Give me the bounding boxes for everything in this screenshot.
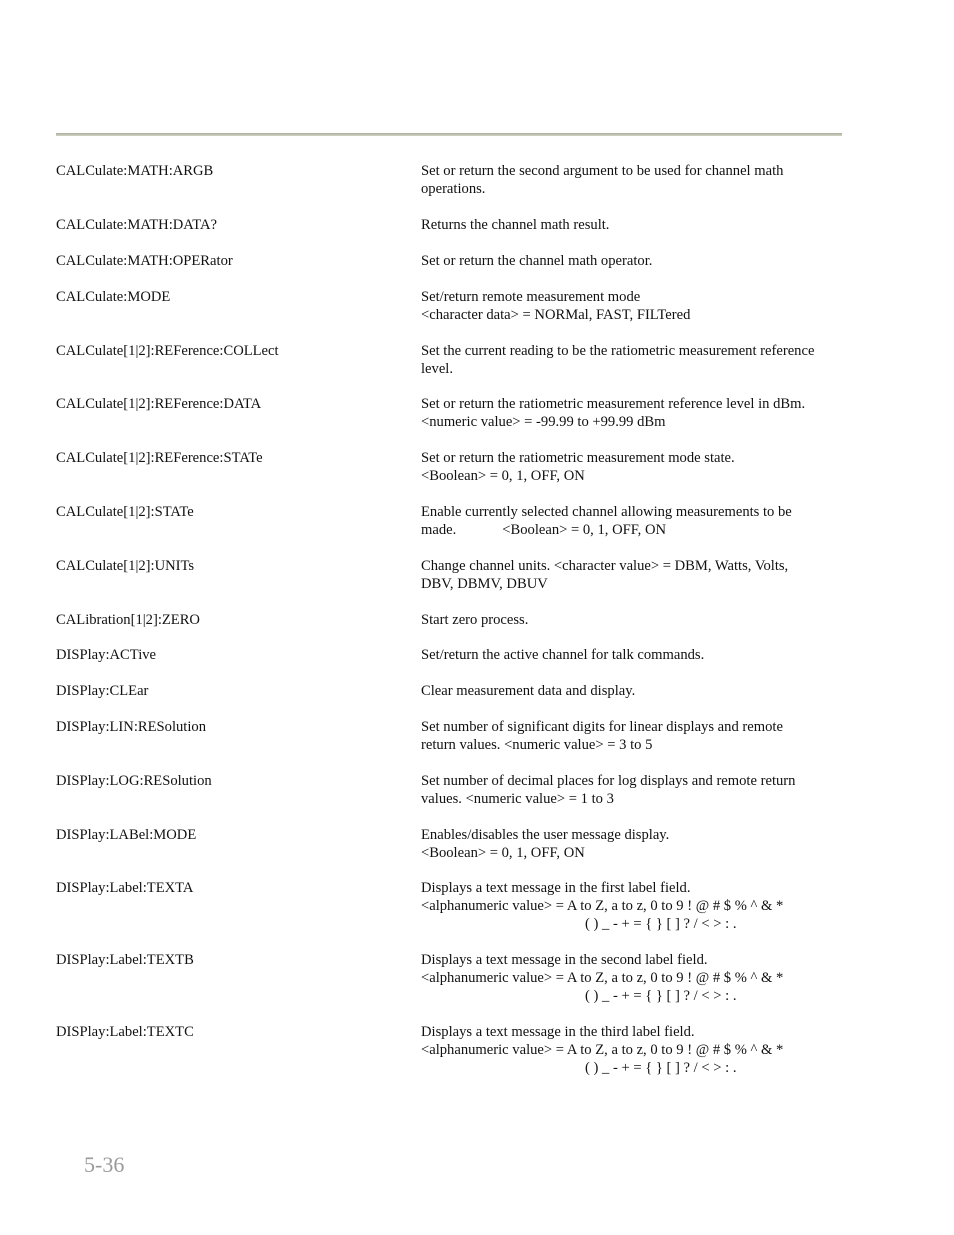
description-line	[421, 521, 846, 539]
description-line: values. <numeric value> = 1 to 3	[421, 791, 614, 807]
command-name: DISPlay:Label:TEXTC	[56, 1024, 194, 1040]
description-line: <numeric value> = -99.99 to +99.99 dBm	[421, 414, 666, 430]
description-line: <alphanumeric value> = A to Z, a to z, 0 to 9 ! @ # $ % ^ & *	[421, 1042, 784, 1058]
command-description	[421, 772, 846, 808]
description-line: Set/return remote measurement mode	[421, 289, 641, 305]
command-name: DISPlay:Label:TEXTA	[56, 880, 194, 896]
description-line: Set the current reading to be the ratiometric measurement reference	[421, 343, 815, 359]
description-line: return values. <numeric value> = 3 to 5	[421, 737, 653, 753]
command-description	[421, 682, 846, 700]
description-line: ( ) _ - + = { } [ ] ? / < > : .	[585, 1060, 737, 1076]
command-name: CALCulate:MATH:ARGB	[56, 163, 214, 179]
description-line: Set or return the second argument to be used for channel math	[421, 163, 784, 179]
description-line: Set or return the ratiometric measurement mode state.	[421, 450, 735, 466]
description-line: Set/return the active channel for talk commands.	[421, 647, 705, 663]
description-fragment: <Boolean> = 0, 1, OFF, ON	[502, 522, 667, 538]
description-line: ( ) _ - + = { } [ ] ? / < > : .	[585, 988, 737, 1004]
description-line: Start zero process.	[421, 612, 529, 628]
command-description	[421, 503, 846, 539]
command-description	[421, 288, 846, 324]
description-line: Displays a text message in the third label field.	[421, 1024, 695, 1040]
command-description	[421, 879, 846, 933]
description-line: DBV, DBMV, DBUV	[421, 576, 548, 592]
command-description	[421, 395, 846, 431]
command-name: CALCulate:MATH:DATA?	[56, 217, 217, 233]
command-description	[421, 826, 846, 862]
description-line: Enables/disables the user message display.	[421, 827, 670, 843]
description-line: Set or return the ratiometric measurement reference level in dBm.	[421, 396, 806, 412]
command-description	[421, 1023, 846, 1077]
command-description	[421, 252, 846, 270]
description-line: <Boolean> = 0, 1, OFF, ON	[421, 845, 585, 861]
description-line: Clear measurement data and display.	[421, 683, 636, 699]
description-line: <alphanumeric value> = A to Z, a to z, 0 to 9 ! @ # $ % ^ & *	[421, 970, 784, 986]
command-name: CALCulate:MATH:OPERator	[56, 253, 233, 269]
command-name: DISPlay:LIN:RESolution	[56, 719, 206, 735]
command-description	[421, 718, 846, 754]
description-line: <alphanumeric value> = A to Z, a to z, 0 to 9 ! @ # $ % ^ & *	[421, 898, 784, 914]
command-name: DISPlay:ACTive	[56, 647, 157, 663]
description-line: operations.	[421, 181, 486, 197]
command-name: CALCulate[1|2]:REFerence:DATA	[56, 396, 262, 412]
command-description	[421, 162, 846, 198]
command-name: DISPlay:LABel:MODE	[56, 827, 197, 843]
description-fragment: made.	[421, 522, 457, 538]
description-line: Set number of significant digits for linear displays and remote	[421, 719, 783, 735]
description-line: Enable currently selected channel allowing measurements to be	[421, 504, 792, 520]
command-description	[421, 951, 846, 1005]
description-line: Set number of decimal places for log displays and remote return	[421, 773, 796, 789]
command-description	[421, 557, 846, 593]
description-line: Set or return the channel math operator.	[421, 253, 653, 269]
command-name: CALCulate[1|2]:STATe	[56, 504, 194, 520]
command-name: CALCulate:MODE	[56, 289, 171, 305]
command-name: CALCulate[1|2]:REFerence:STATe	[56, 450, 263, 466]
command-name: DISPlay:LOG:RESolution	[56, 773, 212, 789]
command-name: DISPlay:Label:TEXTB	[56, 952, 194, 968]
command-description	[421, 342, 846, 378]
command-name: CALCulate[1|2]:UNITs	[56, 558, 195, 574]
command-name: CALCulate[1|2]:REFerence:COLLect	[56, 343, 279, 359]
description-line: Change channel units. <character value> = DBM, Watts, Volts,	[421, 558, 789, 574]
command-name: DISPlay:CLEar	[56, 683, 149, 699]
command-description	[421, 646, 846, 664]
description-line: Returns the channel math result.	[421, 217, 610, 233]
header-rule	[56, 133, 842, 136]
command-description	[421, 449, 846, 485]
description-line: <Boolean> = 0, 1, OFF, ON	[421, 468, 585, 484]
command-description	[421, 216, 846, 234]
description-line: <character data> = NORMal, FAST, FILTered	[421, 307, 691, 323]
description-line: level.	[421, 361, 454, 377]
description-line: Displays a text message in the second label field.	[421, 952, 708, 968]
page-number: 5-36	[84, 1152, 125, 1177]
description-line: Displays a text message in the first label field.	[421, 880, 691, 896]
description-line: ( ) _ - + = { } [ ] ? / < > : .	[585, 916, 737, 932]
command-name: CALibration[1|2]:ZERO	[56, 612, 200, 628]
command-description	[421, 611, 846, 629]
